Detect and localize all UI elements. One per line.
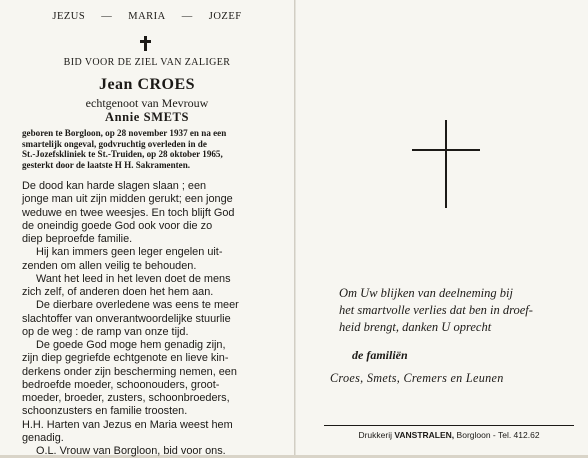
memorial-text [22, 180, 284, 458]
memorial-line: zijn diep gegriefde echtgenote en lieve kin- [22, 352, 229, 365]
memorial-line: genadig. [22, 431, 64, 444]
memorial-line: jonge man uit zijn midden gerukt; een jonge [22, 193, 233, 206]
thanks-line: heid brengt, danken U oprecht [339, 320, 492, 335]
spouse-name: Annie SMETS [104, 110, 190, 124]
memorial-line: zenden om allen veilig te behouden. [22, 259, 197, 272]
large-cross-icon [412, 120, 480, 208]
bio-line: gesterkt door de laatste H H. Sakramenten. [22, 159, 191, 170]
left-panel [0, 0, 294, 455]
memorial-line: op de weg : de ramp van onze tijd. [22, 325, 189, 338]
memorial-line: zich zelf, of anderen doen het hem aan. [22, 286, 214, 298]
saints-header [0, 11, 294, 22]
small-cross-icon [139, 36, 152, 51]
saint-maria: MARIA [128, 11, 166, 22]
memorial-line: weduwe en twee weesjes. En toch blijft God [22, 206, 235, 219]
printer-suffix: Borgloon - Tel. 412.62 [456, 430, 540, 440]
memorial-line: De dierbare overledene was eens te meer [36, 299, 239, 312]
separator: — [101, 11, 113, 22]
printer-prefix: Drukkerij [358, 430, 392, 440]
right-panel [296, 0, 588, 455]
printer-divider [324, 425, 574, 426]
memorial-line: diep beproefde familie. [22, 233, 133, 245]
thanks-line: het smartvolle verlies dat ben in droef- [339, 303, 533, 318]
memorial-line: De dood kan harde slagen slaan ; een [22, 180, 207, 192]
family-label: de familiën [352, 348, 408, 362]
thanks-line: Om Uw blijken van deelneming bij [339, 286, 513, 300]
saint-jezus: JEZUS [52, 11, 86, 22]
bio-line: geboren te Borgloon, op 28 november 1937 en na een [22, 128, 227, 138]
family-names: Croes, Smets, Cremers en Leunen [330, 371, 504, 385]
memorial-line: de oneindig goede God ook voor die zo [22, 219, 213, 232]
memorial-line: slachtoffer van onverantwoordelijke stuurlie [22, 312, 231, 325]
memorial-line: H.H. Harten van Jezus en Maria weest hem [22, 418, 233, 431]
thanks-text [339, 285, 584, 337]
memorial-line: derkens onder zijn bescherming nemen, een [22, 365, 237, 378]
bio-line: smartelijk ongeval, godvruchtig overleden in de [22, 138, 207, 149]
memorial-line: moeder, broeder, zusters, schoonbroeders, [22, 392, 230, 404]
bio-line: St.-Jozefskliniek te St.-Truiden, op 28 oktober 1965, [22, 149, 223, 160]
prayer-line: BID VOOR DE ZIEL VAN ZALIGER [63, 57, 231, 68]
separator: — [181, 11, 193, 22]
memorial-line: Want het leed in het leven doet de mens [36, 272, 231, 285]
spouse-prefix: echtgenoot van Mevrouw [85, 96, 209, 110]
printer-name: VANSTRALEN, [394, 430, 455, 440]
memorial-line: Hij kan immers geen leger engelen uit- [36, 246, 223, 259]
saint-jozef: JOZEF [208, 11, 242, 22]
printer-credit [324, 430, 574, 440]
memorial-line: schoonzusters en familie troosten. [22, 405, 188, 418]
biography [22, 128, 284, 170]
deceased-name: Jean CROES [98, 76, 196, 93]
memorial-line: O.L. Vrouw van Borgloon, bid voor ons. [36, 445, 226, 457]
memorial-line: De goede God moge hem genadig zijn, [36, 339, 226, 351]
memorial-line: bedroefde moeder, schoonouders, groot- [22, 378, 220, 391]
